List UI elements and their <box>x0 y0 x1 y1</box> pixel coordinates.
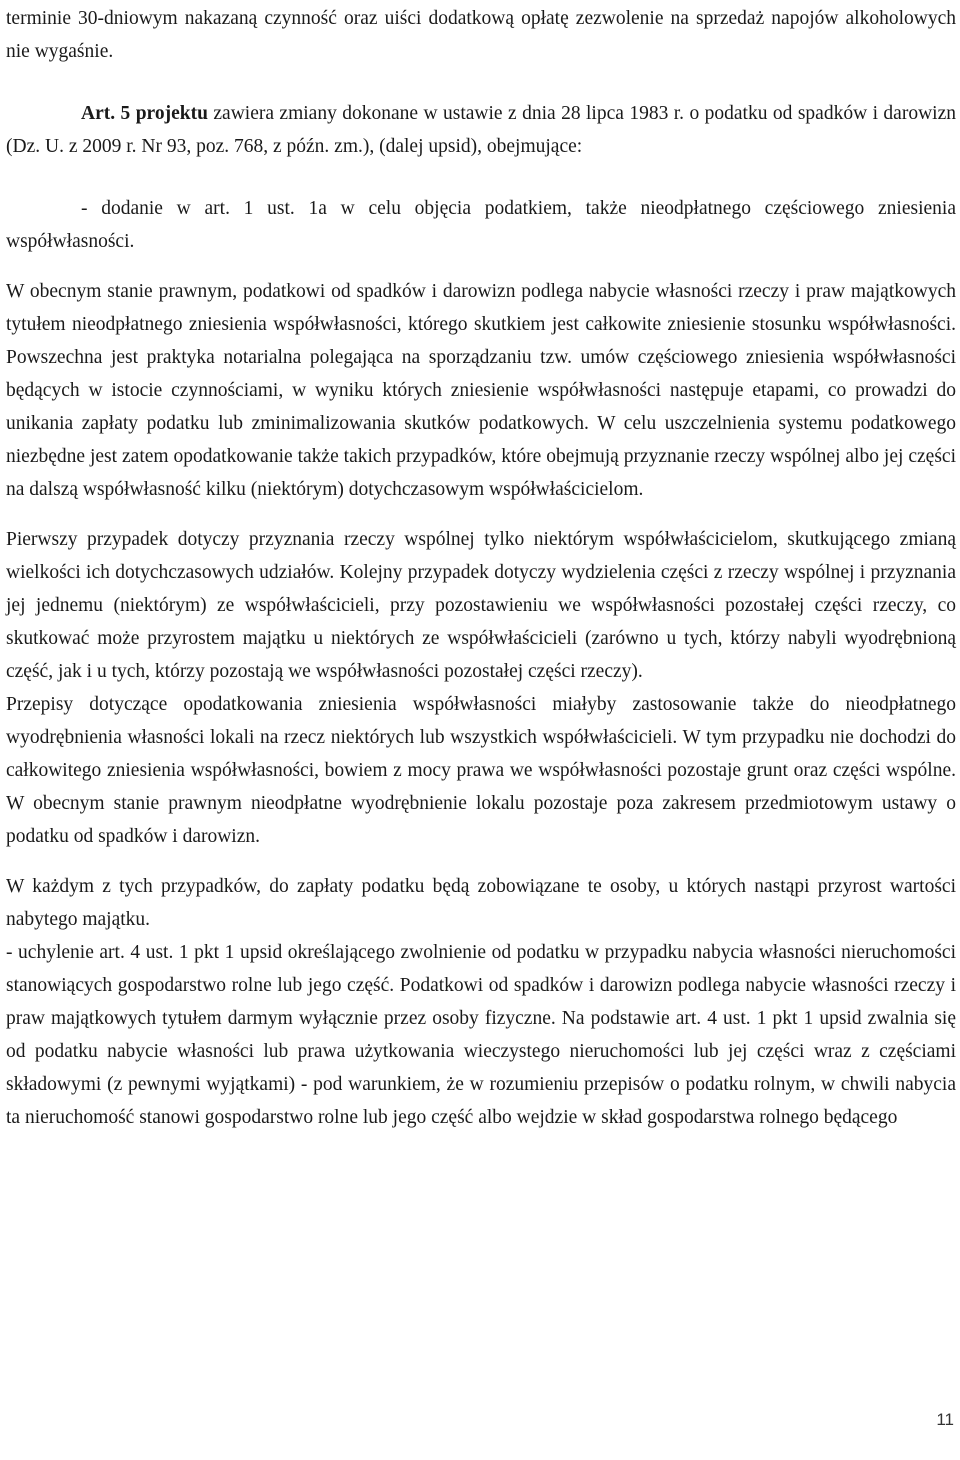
paragraph-premises-provisions: Przepisy dotyczące opodatkowania zniesienia współwłasności miałyby zastosowanie także do nieodpłatnego wyodrębnienia własności lokali na rzecz niektórych lub wszystkich współwłaścicieli. W tym przypadku nie dochodzi do całkowitego zniesienia współwłasności, bowiem z mocy prawa we współwłasności pozostaje grunt oraz części wspólne. W obecnym stanie prawnym nieodpłatne wyodrębnienie lokalu pozostaje poza zakresem przedmiotowym ustawy o podatku od spadków i darowizn. <box>6 694 956 847</box>
paragraph-dodanie: - dodanie w art. 1 ust. 1a w celu objęcia podatkiem, także nieodpłatnego częściowego zniesienia współwłasności. <box>6 198 956 252</box>
paragraph-each-case: W każdym z tych przypadków, do zapłaty podatku będą zobowiązane te osoby, u których nastąpi przyrost wartości nabytego majątku. <box>6 876 956 930</box>
art5-heading: Art. 5 projektu <box>81 103 208 124</box>
page-number: 11 <box>936 1410 954 1429</box>
paragraph-uchylenie: - uchylenie art. 4 ust. 1 pkt 1 upsid określającego zwolnienie od podatku w przypadku nabycia własności nieruchomości stanowiących gospodarstwo rolne lub jego część. Podatkowi od spadków i darowizn podlega nabycie własności rzeczy i praw majątkowych tytułem darmym wyłącznie przez osoby fizyczne. Na podstawie art. 4 ust. 1 pkt 1 upsid zwalnia się od podatku nabycie własności lub prawa użytkowania wieczystego nieruchomości lub jej części wraz z częściami składowymi (z pewnymi wyjątkami) - pod warunkiem, że w rozumieniu przepisów o podatku rolnym, w chwili nabycia ta nieruchomość stanowi gospodarstwo rolne lub jego część albo wejdzie w skład gospodarstwa rolnego będącego <box>6 942 956 1128</box>
document-body <box>6 2 956 1134</box>
paragraph-art5 <box>6 97 956 163</box>
paragraph-current-law: W obecnym stanie prawnym, podatkowi od spadków i darowizn podlega nabycie własności rzeczy i praw majątkowych tytułem nieodpłatnego zniesienia współwłasności, którego skutkiem jest całkowite zniesienie stosunku współwłasności. Powszechna jest praktyka notarialna polegająca na sporządzaniu tzw. umów częściowego zniesienia współwłasności będących w istocie czynnościami, w wyniku których zniesienie współwłasności następuje etapami, co prowadzi do unikania zapłaty podatku lub zminimalizowania skutków podatkowych. W celu uszczelnienia systemu podatkowego niezbędne jest zatem opodatkowanie także takich przypadków, które obejmują przyznanie rzeczy wspólnej albo jej części na dalszą współwłasność kilku (niektórym) dotychczasowym współwłaścicielom. <box>6 281 956 500</box>
paragraph-intro-continuation: terminie 30-dniowym nakazaną czynność oraz uiści dodatkową opłatę zezwolenie na sprzedaż napojów alkoholowych nie wygaśnie. <box>6 8 956 62</box>
art5-text: zawiera zmiany dokonane w ustawie z dnia 28 lipca 1983 r. o podatku od spadków i darowizn (Dz. U. z 2009 r. Nr 93, poz. 768, z późn. zm.), (dalej upsid), obejmujące: <box>6 103 956 157</box>
paragraph-first-case: Pierwszy przypadek dotyczy przyznania rzeczy wspólnej tylko niektórym współwłaścicielom, skutkującego zmianą wielkości ich dotychczasowych udziałów. Kolejny przypadek dotyczy wydzielenia części z rzeczy wspólnej i przyznania jej jednemu (niektórym) ze współwłaścicieli, przy pozostawieniu we współwłasności pozostałej części rzeczy, co skutkować może przyrostem majątku u niektórych ze współwłaścicieli (zarówno u tych, którzy nabyli wyodrębnioną część, jak i u tych, którzy pozostają we współwłasności pozostałej części rzeczy). <box>6 529 956 682</box>
